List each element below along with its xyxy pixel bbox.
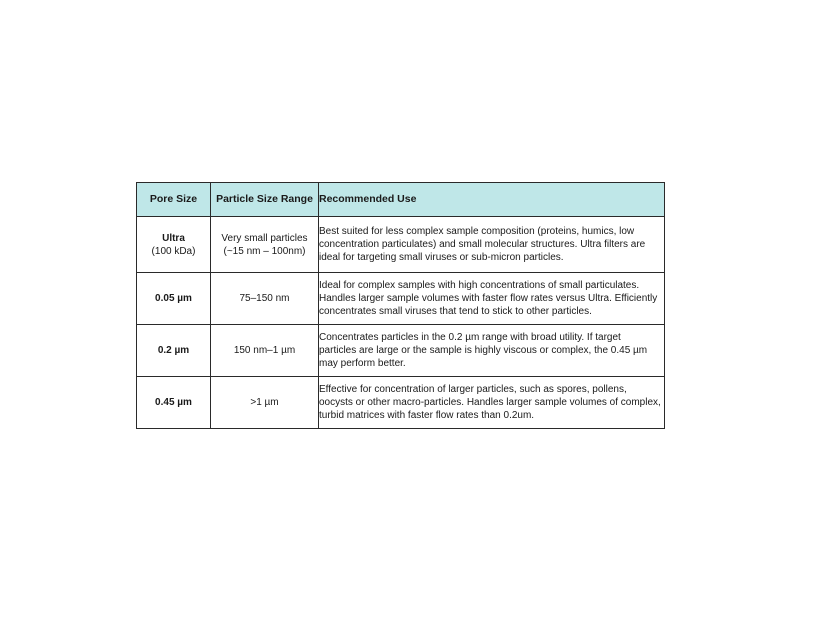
particle-range-line: Very small particles xyxy=(221,232,308,244)
recommended-use-line: concentrates small viruses that tend to stick to other particles. xyxy=(319,306,592,317)
recommended-use-line: Ideal for complex samples with high concentrations of small particulates. xyxy=(319,280,640,291)
recommended-use-line: Handles larger sample volumes with faster flow rates versus Ultra. Efficiently xyxy=(319,293,658,304)
recommended-use-line: Best suited for less complex sample composition (proteins, humics, low xyxy=(319,226,635,237)
header-particle-size-range: Particle Size Range xyxy=(211,183,319,217)
recommended-use-cell xyxy=(319,217,665,273)
pore-size-cell: 0.2 µm xyxy=(137,325,211,377)
recommended-use-line: Effective for concentration of larger particles, such as spores, pollens, xyxy=(319,384,627,395)
particle-range-line: (~15 nm – 100nm) xyxy=(223,245,306,257)
recommended-use-line: concentration particulates) and small molecular structures. Ultra filters are xyxy=(319,239,646,250)
recommended-use-line: ideal for targeting small viruses or sub-micron particles. xyxy=(319,252,564,263)
recommended-use-line: oocysts or other macro-particles. Handles larger sample volumes of complex, xyxy=(319,397,661,408)
recommended-use-line: turbid matrices with faster flow rates than 0.2um. xyxy=(319,410,535,421)
recommended-use-line: Concentrates particles in the 0.2 µm range with broad utility. If target xyxy=(319,332,621,343)
table-row xyxy=(137,377,665,429)
pore-size-cell: 0.45 µm xyxy=(137,377,211,429)
recommended-use-cell xyxy=(319,273,665,325)
header-recommended-use: Recommended Use xyxy=(319,183,665,217)
particle-range-cell: 150 nm–1 µm xyxy=(211,325,319,377)
header-pore-size: Pore Size xyxy=(137,183,211,217)
particle-range-cell: 75–150 nm xyxy=(211,273,319,325)
pore-size-cell xyxy=(137,217,211,273)
recommended-use-cell xyxy=(319,377,665,429)
pore-size-cell: 0.05 µm xyxy=(137,273,211,325)
table-row xyxy=(137,273,665,325)
filter-table xyxy=(136,182,665,429)
recommended-use-line: particles are large or the sample is highly viscous or complex, the 0.45 µm xyxy=(319,345,648,356)
recommended-use-cell xyxy=(319,325,665,377)
recommended-use-line: may perform better. xyxy=(319,358,406,369)
table-header-row xyxy=(137,183,665,217)
particle-range-cell xyxy=(211,217,319,273)
table-row xyxy=(137,217,665,273)
pore-size-sublabel: (100 kDa) xyxy=(151,245,196,257)
pore-size-label: Ultra xyxy=(162,232,185,244)
particle-range-cell: >1 µm xyxy=(211,377,319,429)
table-row xyxy=(137,325,665,377)
